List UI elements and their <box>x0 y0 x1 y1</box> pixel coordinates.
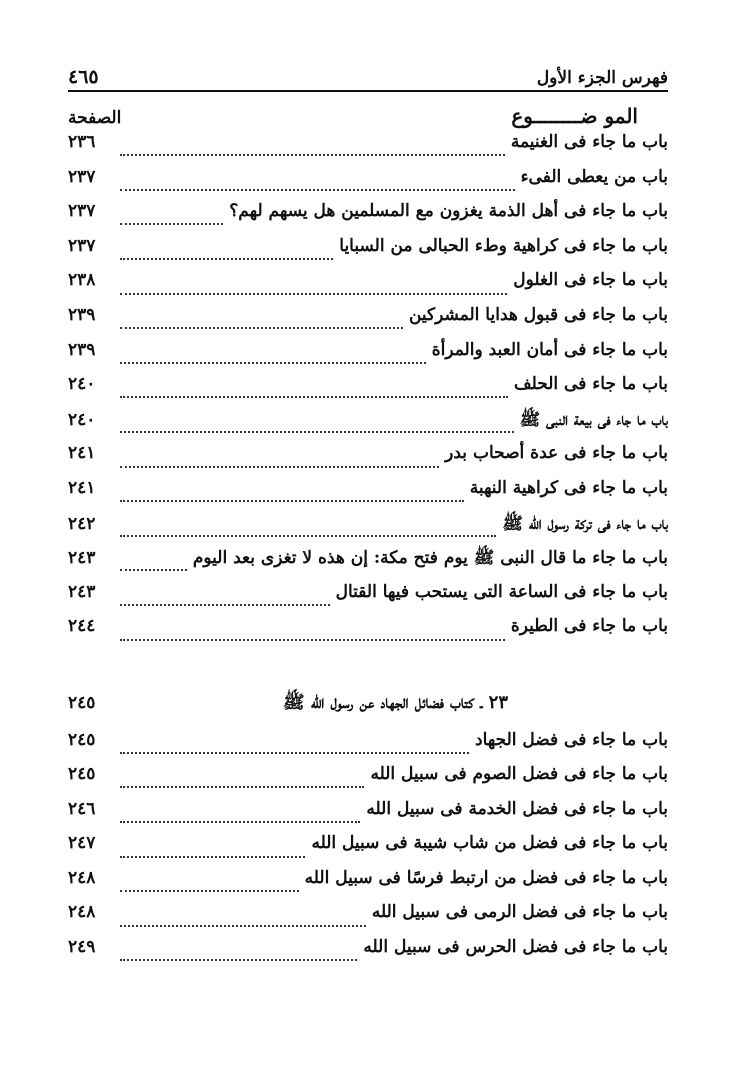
dot-leader <box>120 500 464 502</box>
entry-page: ٢٤١ <box>68 477 96 498</box>
index-page <box>68 58 668 972</box>
page-column-heading: الصفحة <box>68 108 122 128</box>
index-entry <box>68 616 668 651</box>
entry-page: ٢٤٠ <box>68 374 96 395</box>
entry-page: ٢٤٥ <box>68 729 96 750</box>
index-entry <box>68 201 668 236</box>
dot-leader <box>120 154 505 156</box>
entry-page: ٢٣٦ <box>68 132 96 152</box>
index-entry <box>68 513 668 548</box>
dot-leader <box>120 925 366 927</box>
index-entry <box>68 443 668 478</box>
dot-leader <box>120 535 496 537</box>
book-entries <box>68 730 668 972</box>
dot-leader <box>120 890 299 892</box>
entry-page: ٢٣٨ <box>68 270 96 291</box>
entry-title: باب ما جاء فى الغلول <box>513 270 668 291</box>
entry-title: باب ما جاء فى بيعة النبى ﷺ <box>519 409 668 430</box>
dot-leader <box>120 189 515 191</box>
entry-page: ٢٣٧ <box>68 166 96 187</box>
index-entry <box>68 902 668 937</box>
entry-title: باب ما جاء فى فضل من شاب شيبة فى سبيل الله <box>311 833 668 854</box>
index-entries <box>68 132 668 651</box>
page-number: ٤٦٥ <box>68 66 99 88</box>
entry-page: ٢٤٦ <box>68 798 96 819</box>
dot-leader <box>120 466 439 468</box>
entry-title: باب من يعطى الفىء <box>520 166 668 187</box>
index-entry <box>68 270 668 305</box>
index-entry <box>68 340 668 375</box>
entry-title: باب ما جاء فى فضل الجهاد <box>475 729 668 750</box>
running-head <box>68 58 668 88</box>
index-entry <box>68 799 668 834</box>
book-page: ٢٤٥ <box>68 692 96 713</box>
entry-title: باب ما جاء ما قال النبى ﷺ يوم فتح مكة: إن هذه لا تغزى بعد اليوم <box>192 548 668 569</box>
running-title: فهرس الجزء الأول <box>536 68 668 88</box>
entry-title: باب ما جاء فى فضل الرمى فى سبيل الله <box>371 902 668 923</box>
index-entry <box>68 868 668 903</box>
entry-title: باب ما جاء فى تركة رسول الله ﷺ <box>502 513 668 534</box>
entry-page: ٢٤٣ <box>68 581 96 602</box>
column-headings <box>68 92 668 128</box>
dot-leader <box>120 431 514 433</box>
entry-page: ٢٣٩ <box>68 339 96 360</box>
entry-title: باب ما جاء فى فضل الحرس فى سبيل الله <box>363 937 668 958</box>
entry-page: ٢٣٧ <box>68 201 96 222</box>
entry-title: باب ما جاء فى الحلف <box>514 374 668 395</box>
entry-page: ٢٤٨ <box>68 902 96 923</box>
topic-column-heading: المو ضــــــــوع <box>511 104 638 128</box>
dot-leader <box>120 223 223 225</box>
index-entry <box>68 167 668 202</box>
index-entry <box>68 937 668 972</box>
entry-page: ٢٤٩ <box>68 937 96 958</box>
dot-leader <box>120 258 333 260</box>
entry-page: ٢٤٤ <box>68 616 96 637</box>
entry-title: باب ما جاء فى كراهية وطء الحبالى من السبايا <box>339 235 668 256</box>
book-title: ٢٣ ـ كتاب فضائل الجهاد عن رسول الله ﷺ <box>282 691 508 713</box>
dot-leader <box>120 362 426 364</box>
entry-title: باب ما جاء فى قبول هدايا المشركين <box>408 304 668 325</box>
entry-page: ٢٤٢ <box>68 513 96 534</box>
entry-title: باب ما جاء فى أهل الذمة يغزون مع المسلمين هل يسهم لهم؟ <box>229 201 668 222</box>
dot-leader <box>120 396 508 398</box>
index-entry <box>68 478 668 513</box>
dot-leader <box>120 293 507 295</box>
entry-page: ٢٤٣ <box>68 548 96 569</box>
dot-leader <box>120 604 330 606</box>
entry-title: باب ما جاء فى أمان العبد والمرأة <box>431 339 668 360</box>
entry-title: باب ما جاء فى فضل الخدمة فى سبيل الله <box>366 798 668 819</box>
dot-leader <box>120 639 505 641</box>
entry-page: ٢٤٧ <box>68 833 96 854</box>
dot-leader <box>120 752 469 754</box>
entry-title: باب ما جاء فى الغنيمة <box>510 132 668 152</box>
section-gap <box>68 651 668 691</box>
entry-page: ٢٤٥ <box>68 764 96 785</box>
index-entry <box>68 833 668 868</box>
index-entry <box>68 582 668 617</box>
dot-leader <box>120 821 360 823</box>
entry-page: ٢٤٠ <box>68 409 96 430</box>
index-entry <box>68 730 668 765</box>
book-heading <box>68 691 668 726</box>
dot-leader <box>120 327 403 329</box>
index-entry <box>68 764 668 799</box>
index-entry <box>68 374 668 409</box>
dot-leader <box>120 786 364 788</box>
entry-page: ٢٤١ <box>68 443 96 464</box>
entry-page: ٢٤٨ <box>68 867 96 888</box>
dot-leader <box>120 856 305 858</box>
dot-leader <box>120 959 357 961</box>
dot-leader <box>120 569 187 571</box>
entry-title: باب ما جاء فى فضل الصوم فى سبيل الله <box>370 764 668 785</box>
index-entry <box>68 547 668 582</box>
entry-title: باب ما جاء فى الطيرة <box>510 616 668 637</box>
entry-page: ٢٣٩ <box>68 304 96 325</box>
entry-title: باب ما جاء فى عدة أصحاب بدر <box>445 443 668 464</box>
entry-title: باب ما جاء فى كراهية النهبة <box>469 477 668 498</box>
index-entry <box>68 236 668 271</box>
index-entry <box>68 409 668 444</box>
index-entry <box>68 305 668 340</box>
entry-title: باب ما جاء فى فضل من ارتبط فرسًا فى سبيل الله <box>304 867 668 888</box>
entry-title: باب ما جاء فى الساعة التى يستحب فيها القتال <box>335 581 668 602</box>
entry-page: ٢٣٧ <box>68 235 96 256</box>
index-entry <box>68 132 668 167</box>
